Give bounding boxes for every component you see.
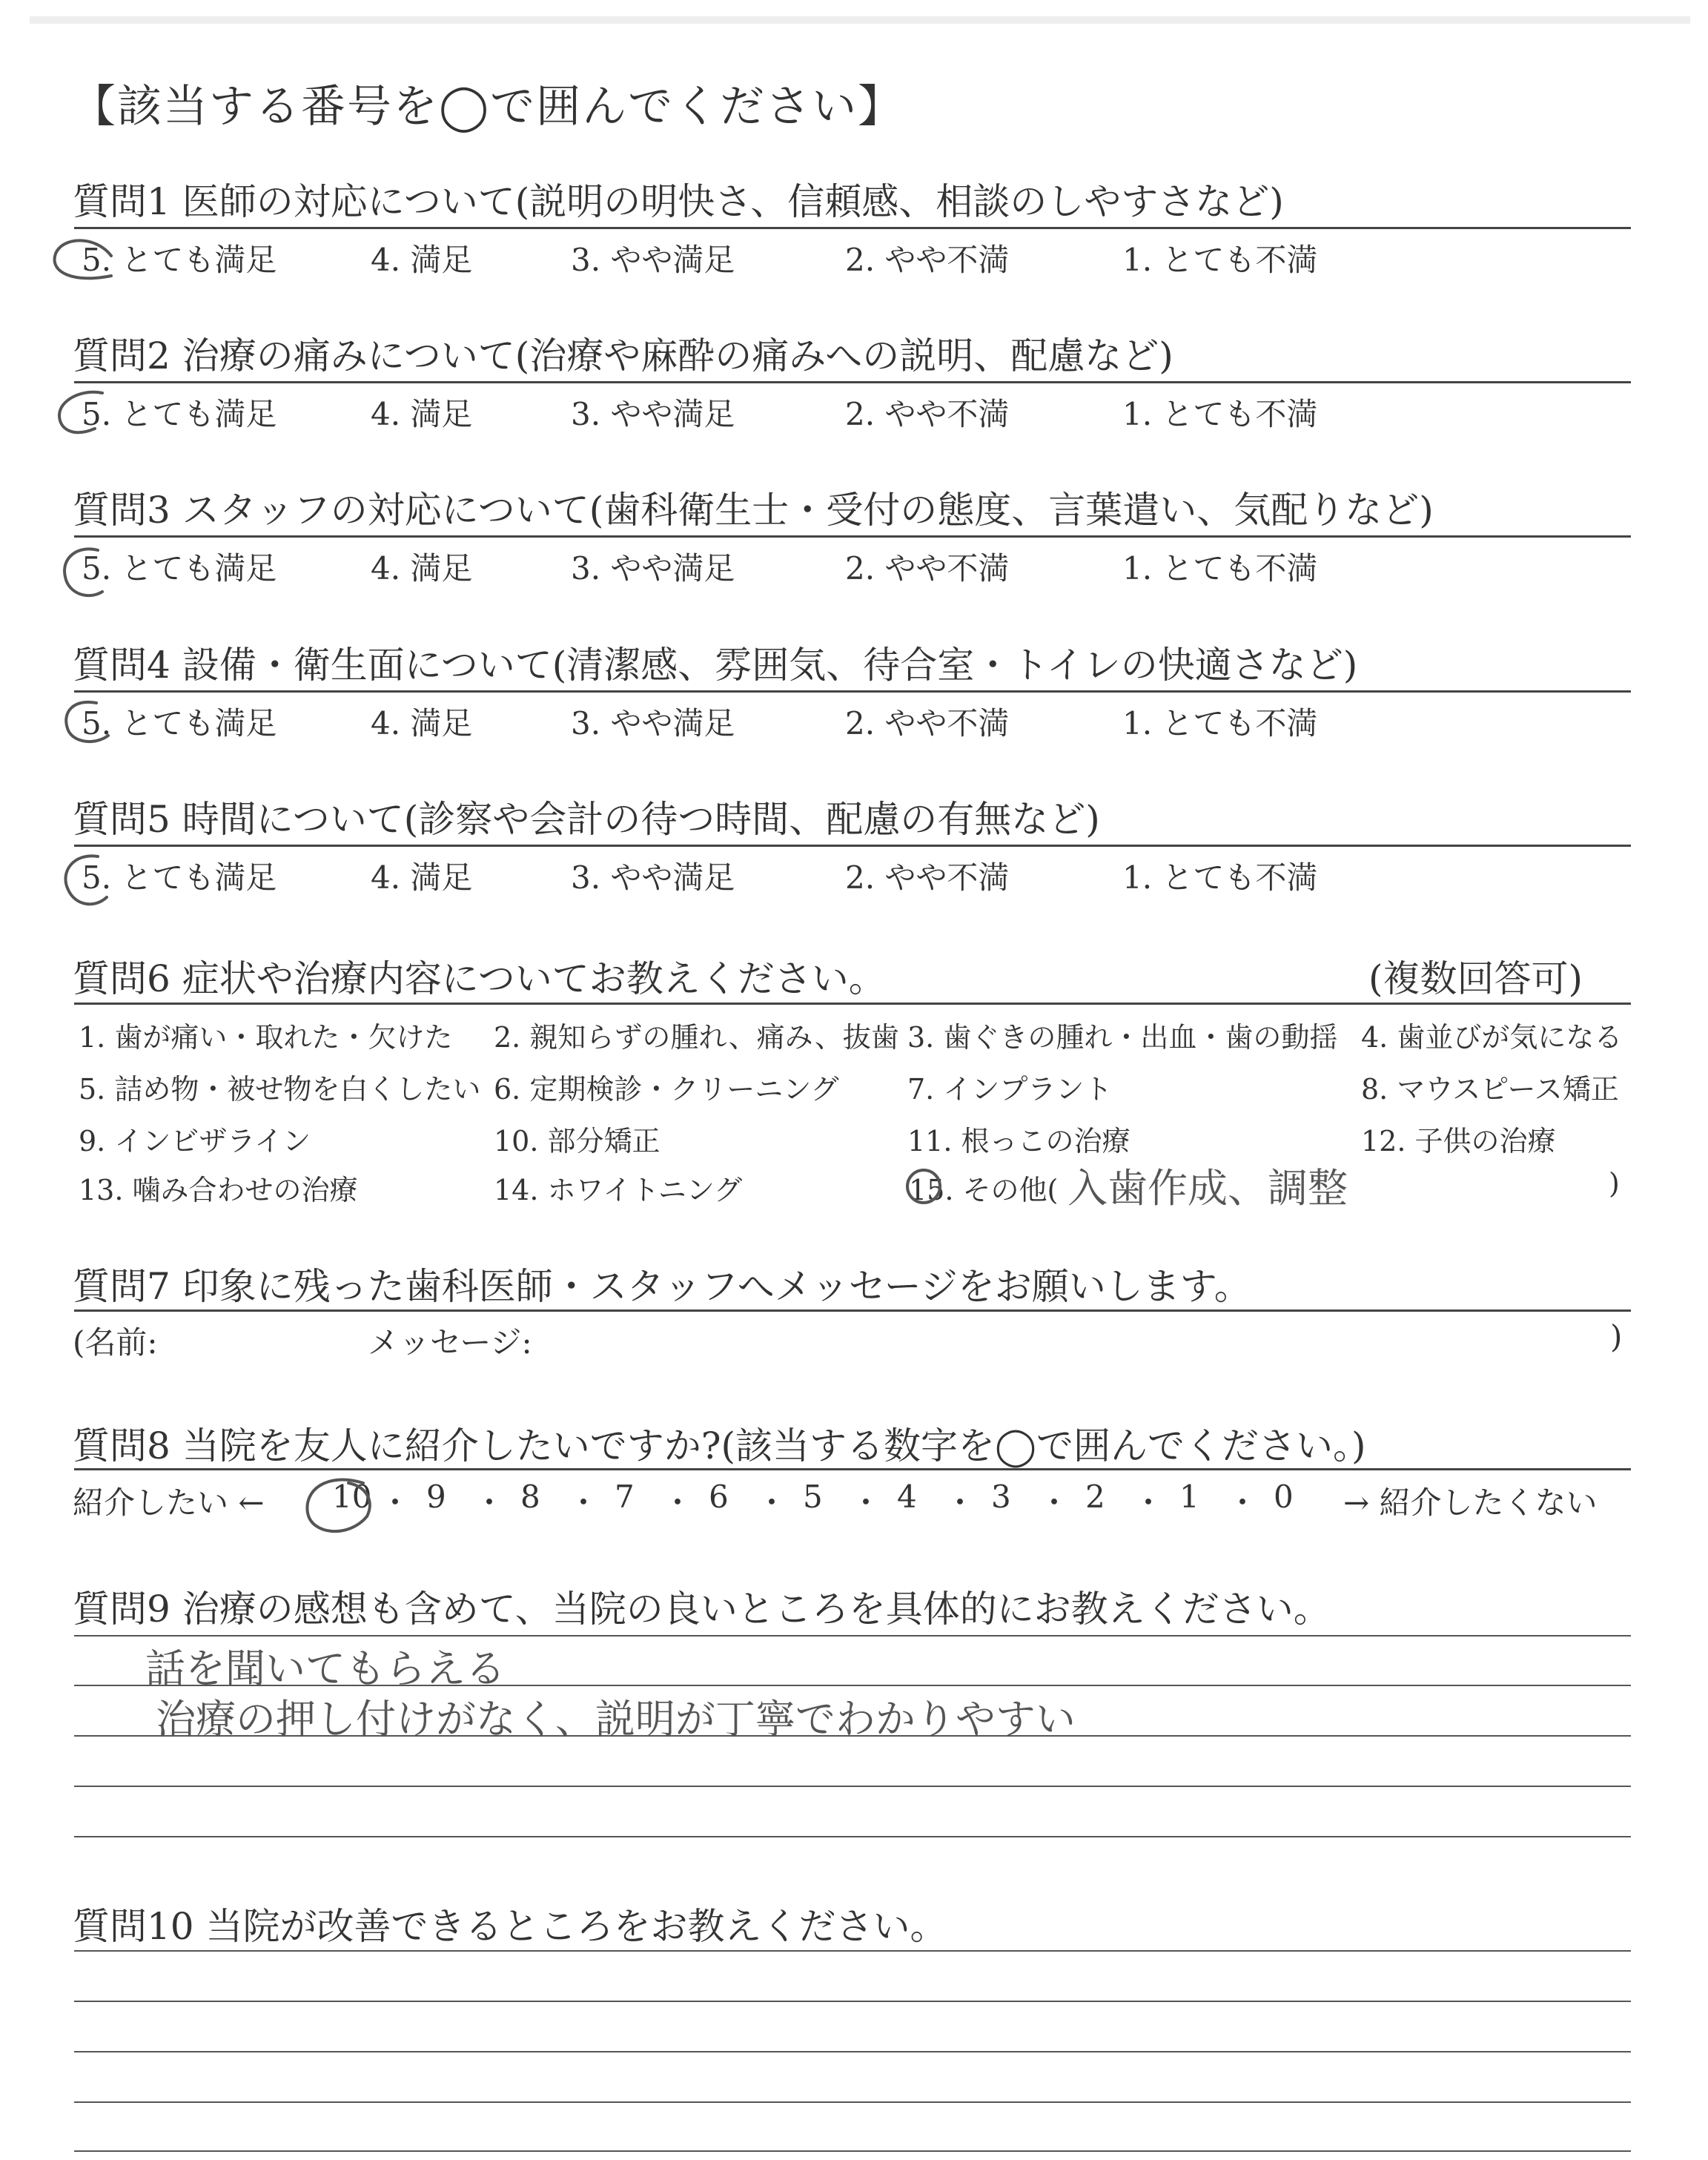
q5-option-1[interactable]: 1. とても不満 (1122, 859, 1318, 896)
q10-line-3 (74, 2051, 1631, 2052)
q8-separator: ・ (380, 1484, 411, 1521)
q10-line-4 (74, 2101, 1631, 2103)
q6-other-label: 15. その他( (909, 1174, 1059, 1206)
q2-option-5[interactable]: 5. とても満足 (82, 396, 277, 432)
q7-label: 質問7 印象に残った歯科医師・スタッフへメッセージをお願いします。 (73, 1265, 1251, 1308)
q1-option-3[interactable]: 3. やや満足 (571, 242, 735, 278)
q6-item-4[interactable]: 4. 歯並びが気になる (1361, 1021, 1623, 1054)
q5-option-5[interactable]: 5. とても満足 (82, 859, 277, 896)
q10-line-2 (74, 2001, 1631, 2002)
q10-label: 質問10 当院が改善できるところをお教えください。 (73, 1905, 947, 1948)
q8-separator: ・ (1227, 1484, 1259, 1521)
q1-option-4[interactable]: 4. 満足 (371, 242, 473, 278)
q6-other-close: ) (1609, 1167, 1620, 1200)
q9-answer-2: 治療の押し付けがなく、説明が丁寧でわかりやすい (156, 1696, 1076, 1743)
q6-item-12[interactable]: 12. 子供の治療 (1361, 1125, 1556, 1157)
q4-rule (74, 690, 1631, 693)
q6-item-14[interactable]: 14. ホワイトニング (494, 1174, 743, 1206)
q7-message-label: メッセージ: (368, 1324, 532, 1361)
q2-option-4[interactable]: 4. 満足 (371, 396, 473, 432)
q7-close: ) (1610, 1318, 1623, 1355)
q8-scale-10[interactable]: 10 (332, 1479, 372, 1515)
q10-line-5 (74, 2150, 1631, 2152)
q6-item-1[interactable]: 1. 歯が痛い・取れた・欠けた (79, 1021, 453, 1054)
q5-option-3[interactable]: 3. やや満足 (571, 859, 735, 896)
q6-item-8[interactable]: 8. マウスピース矯正 (1361, 1073, 1619, 1106)
q2-label: 質問2 治療の痛みについて(治療や麻酔の痛みへの説明、配慮など) (73, 334, 1174, 377)
q3-option-4[interactable]: 4. 満足 (371, 550, 473, 587)
q8-separator: ・ (568, 1484, 600, 1521)
q4-option-3[interactable]: 3. やや満足 (571, 705, 735, 742)
q4-option-1[interactable]: 1. とても不満 (1122, 705, 1318, 742)
q6-item-11[interactable]: 11. 根っこの治療 (907, 1125, 1131, 1157)
q2-option-1[interactable]: 1. とても不満 (1122, 396, 1318, 432)
q6-item-9[interactable]: 9. インビザライン (79, 1125, 311, 1157)
q5-rule (74, 845, 1631, 847)
q7-rule (74, 1309, 1631, 1312)
q8-separator: ・ (850, 1484, 882, 1521)
q2-option-3[interactable]: 3. やや満足 (571, 396, 735, 432)
scan-edge (30, 16, 1690, 24)
q4-option-2[interactable]: 2. やや不満 (845, 705, 1010, 742)
q6-note: (複数回答可) (1368, 957, 1583, 1000)
q4-label: 質問4 設備・衛生面について(清潔感、雰囲気、待合室・トイレの快適さなど) (73, 644, 1358, 687)
q8-separator: ・ (1039, 1484, 1070, 1521)
q2-option-2[interactable]: 2. やや不満 (845, 396, 1010, 432)
q8-separator: ・ (1133, 1484, 1165, 1521)
q9-answer-1: 話を聞いてもらえる (145, 1645, 506, 1692)
q8-label: 質問8 当院を友人に紹介したいですか?(該当する数字を◯で囲んでください。) (73, 1424, 1366, 1467)
q6-item-3[interactable]: 3. 歯ぐきの腫れ・出血・歯の動揺 (907, 1021, 1338, 1054)
q6-rule (74, 1003, 1631, 1005)
q9-label: 質問9 治療の感想も含めて、当院の良いところを具体的にお教えください。 (73, 1588, 1331, 1631)
q8-right-label: → 紹介したくない (1343, 1484, 1598, 1521)
q6-label: 質問6 症状や治療内容についてお教えください。 (73, 957, 886, 1000)
q6-item-10[interactable]: 10. 部分矯正 (494, 1125, 661, 1157)
q9-line-5 (74, 1836, 1631, 1837)
q8-rule (74, 1468, 1631, 1470)
q8-scale-4[interactable]: 4 (897, 1479, 917, 1515)
q9-line-4 (74, 1786, 1631, 1787)
q3-option-3[interactable]: 3. やや満足 (571, 550, 735, 587)
q8-scale-0[interactable]: 0 (1274, 1479, 1294, 1515)
q8-left-label: 紹介したい ← (73, 1484, 265, 1521)
q5-option-2[interactable]: 2. やや不満 (845, 859, 1010, 896)
q6-other-answer: 入歯作成、調整 (1068, 1165, 1348, 1212)
q8-scale-5[interactable]: 5 (803, 1479, 823, 1515)
q8-scale-2[interactable]: 2 (1085, 1479, 1105, 1515)
q3-option-5[interactable]: 5. とても満足 (82, 550, 277, 587)
q8-scale-3[interactable]: 3 (991, 1479, 1011, 1515)
q9-line-1 (74, 1635, 1631, 1636)
q7-name-label: (名前: (73, 1324, 158, 1361)
q4-option-5[interactable]: 5. とても満足 (82, 705, 277, 742)
q3-option-1[interactable]: 1. とても不満 (1122, 550, 1318, 587)
page-title: 【該当する番号を◯で囲んでください】 (71, 81, 904, 133)
q2-rule (74, 381, 1631, 383)
q4-option-4[interactable]: 4. 満足 (371, 705, 473, 742)
q3-label: 質問3 スタッフの対応について(歯科衛生士・受付の態度、言葉遣い、気配りなど) (73, 489, 1434, 532)
q8-scale-1[interactable]: 1 (1179, 1479, 1199, 1515)
q3-rule (74, 535, 1631, 538)
q6-item-5[interactable]: 5. 詰め物・被せ物を白くしたい (79, 1073, 481, 1106)
q6-item-7[interactable]: 7. インプラント (907, 1073, 1113, 1106)
q8-scale-7[interactable]: 7 (615, 1479, 635, 1515)
q1-label: 質問1 医師の対応について(説明の明快さ、信頼感、相談のしやすさなど) (73, 180, 1284, 223)
q6-item-6[interactable]: 6. 定期検診・クリーニング (494, 1073, 839, 1106)
q1-option-1[interactable]: 1. とても不満 (1122, 242, 1318, 278)
q1-option-5[interactable]: 5. とても満足 (82, 242, 277, 278)
q3-option-2[interactable]: 2. やや不満 (845, 550, 1010, 587)
q6-item-13[interactable]: 13. 噛み合わせの治療 (79, 1174, 358, 1206)
q8-separator: ・ (756, 1484, 788, 1521)
q8-scale-8[interactable]: 8 (520, 1479, 540, 1515)
q8-separator: ・ (944, 1484, 976, 1521)
q1-rule (74, 227, 1631, 229)
q8-scale-6[interactable]: 6 (709, 1479, 729, 1515)
q8-separator: ・ (474, 1484, 506, 1521)
q10-line-1 (74, 1950, 1631, 1952)
q8-separator: ・ (662, 1484, 694, 1521)
q5-option-4[interactable]: 4. 満足 (371, 859, 473, 896)
q5-label: 質問5 時間について(診察や会計の待つ時間、配慮の有無など) (73, 798, 1100, 841)
q6-item-2[interactable]: 2. 親知らずの腫れ、痛み、抜歯 (494, 1021, 899, 1054)
q8-scale-9[interactable]: 9 (426, 1479, 446, 1515)
q1-option-2[interactable]: 2. やや不満 (845, 242, 1010, 278)
